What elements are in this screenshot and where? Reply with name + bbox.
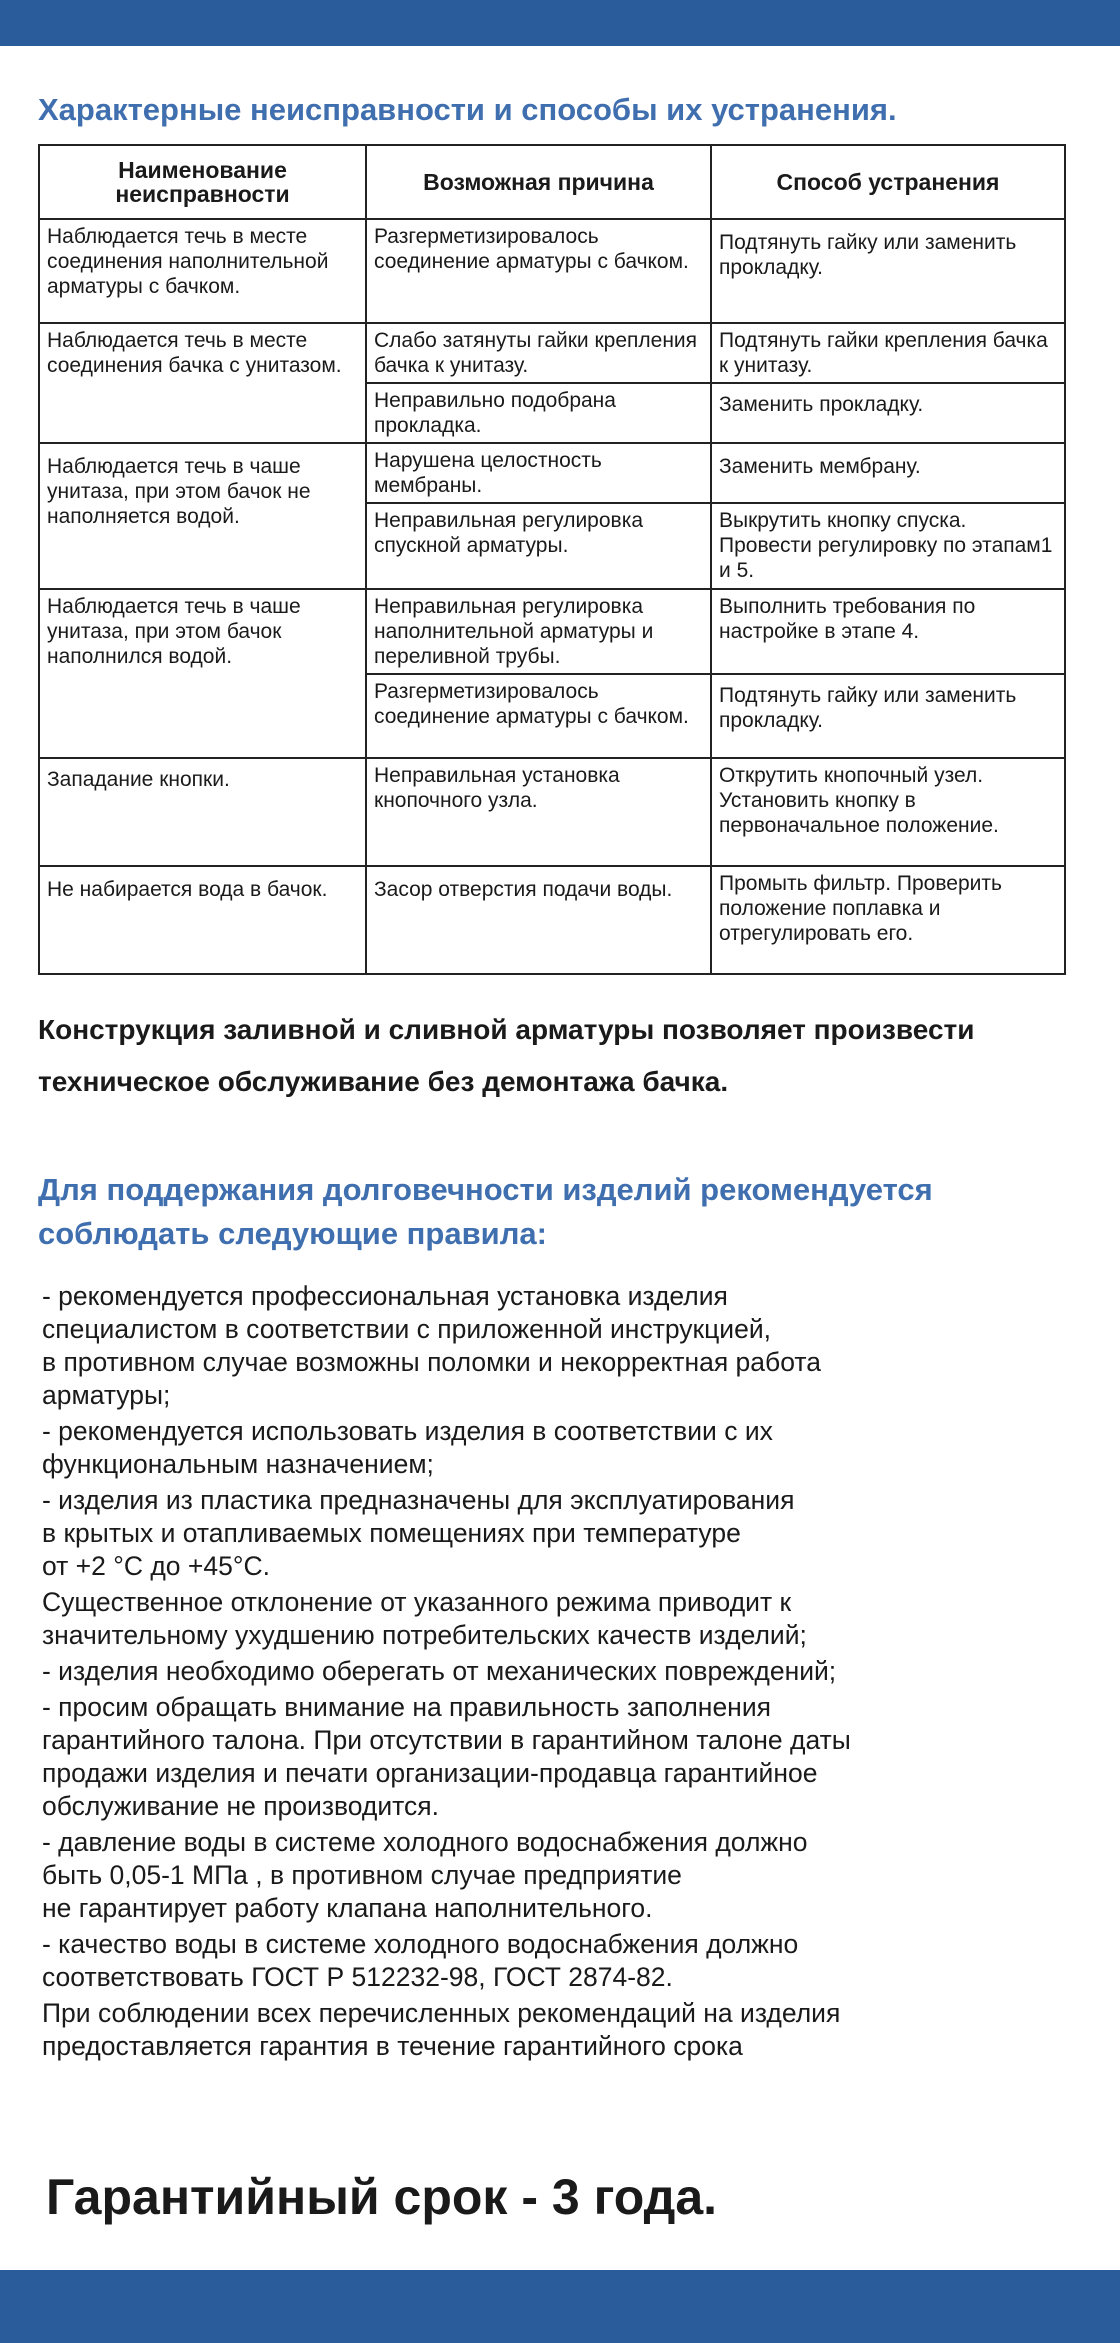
fault-cell: Наблюдается течь в чаше унитаза, при этом бачок наполнился водой. bbox=[39, 589, 366, 758]
remedy-cell: Выкрутить кнопку спуска. Провести регулировку по этапам1 и 5. bbox=[711, 503, 1065, 589]
remedy-cell: Промыть фильтр. Проверить положение поплавка и отрегулировать его. bbox=[711, 866, 1065, 974]
rule-line: При соблюдении всех перечисленных рекомендаций на изделия bbox=[42, 1998, 841, 2028]
remedy-cell: Подтянуть гайку или заменить прокладку. bbox=[711, 219, 1065, 323]
rule-line: - изделия из пластика предназначены для эксплуатирования bbox=[42, 1485, 795, 1515]
cause-cell: Нарушена целостность мембраны. bbox=[366, 443, 711, 503]
fault-cell: Наблюдается течь в месте соединения бачка с унитазом. bbox=[39, 323, 366, 443]
table-row bbox=[39, 758, 1065, 866]
fault-cell: Наблюдается течь в месте соединения наполнительной арматуры с бачком. bbox=[39, 219, 366, 323]
column-header-remedy: Способ устранения bbox=[711, 145, 1065, 219]
remedy-cell: Открутить кнопочный узел. Установить кнопку в первоначальное положение. bbox=[711, 758, 1065, 866]
column-header-fault: Наименование неисправности bbox=[39, 145, 366, 219]
rules-list bbox=[42, 1280, 1102, 2063]
top-blue-band bbox=[0, 0, 1120, 46]
cause-cell: Неправильная регулировка спускной арматуры. bbox=[366, 503, 711, 589]
table-row bbox=[39, 443, 1065, 503]
table-row bbox=[39, 589, 1065, 674]
rule-line: не гарантирует работу клапана наполнительного. bbox=[42, 1893, 653, 1923]
remedy-cell: Выполнить требования по настройке в этапе 4. bbox=[711, 589, 1065, 674]
table-row bbox=[39, 866, 1065, 974]
rule-line: - рекомендуется профессиональная установка изделия bbox=[42, 1281, 728, 1311]
bottom-blue-band bbox=[0, 2270, 1120, 2343]
fault-table-title: Характерные неисправности и способы их устранения. bbox=[38, 92, 897, 127]
rule-line: - изделия необходимо оберегать от механических повреждений; bbox=[42, 1656, 837, 1686]
rule-line: от +2 °C до +45°C. bbox=[42, 1551, 270, 1581]
cause-cell: Неправильно подобрана прокладка. bbox=[366, 383, 711, 443]
rule-line: предоставляется гарантия в течение гарантийного срока bbox=[42, 2031, 743, 2061]
rule-line: специалистом в соответствии с приложенной инструкцией, bbox=[42, 1314, 771, 1344]
table-row bbox=[39, 219, 1065, 323]
rule-line: - рекомендуется использовать изделия в соответствии с их bbox=[42, 1416, 773, 1446]
rule-line: - давление воды в системе холодного водоснабжения должно bbox=[42, 1827, 808, 1857]
cause-cell: Слабо затянуты гайки крепления бачка к унитазу. bbox=[366, 323, 711, 383]
rule-line: арматуры; bbox=[42, 1380, 171, 1410]
rule-line: Существенное отклонение от указанного режима приводит к bbox=[42, 1587, 792, 1617]
fault-table bbox=[38, 144, 1066, 975]
rule-line: быть 0,05-1 МПа , в противном случае предприятие bbox=[42, 1860, 682, 1890]
rule-line: функциональным назначением; bbox=[42, 1449, 434, 1479]
column-header-cause: Возможная причина bbox=[366, 145, 711, 219]
fault-cell: Наблюдается течь в чаше унитаза, при этом бачок не наполняется водой. bbox=[39, 443, 366, 589]
fault-cell: Западание кнопки. bbox=[39, 758, 366, 866]
cause-cell: Разгерметизировалось соединение арматуры с бачком. bbox=[366, 674, 711, 758]
rule-line: продажи изделия и печати организации-продавца гарантийное bbox=[42, 1758, 818, 1788]
cause-cell: Разгерметизировалось соединение арматуры с бачком. bbox=[366, 219, 711, 323]
remedy-cell: Заменить прокладку. bbox=[711, 383, 1065, 443]
cause-cell: Засор отверстия подачи воды. bbox=[366, 866, 711, 974]
rule-line: соответствовать ГОСТ Р 512232-98, ГОСТ 2874-82. bbox=[42, 1962, 673, 1992]
cause-cell: Неправильная регулировка наполнительной арматуры и переливной трубы. bbox=[366, 589, 711, 674]
remedy-cell: Заменить мембрану. bbox=[711, 443, 1065, 503]
remedy-cell: Подтянуть гайку или заменить прокладку. bbox=[711, 674, 1065, 758]
rule-line: - просим обращать внимание на правильность заполнения bbox=[42, 1692, 771, 1722]
rule-line: в противном случае возможны поломки и некорректная работа bbox=[42, 1347, 821, 1377]
remedy-cell: Подтянуть гайки крепления бачка к унитазу. bbox=[711, 323, 1065, 383]
table-row bbox=[39, 323, 1065, 383]
cause-cell: Неправильная установка кнопочного узла. bbox=[366, 758, 711, 866]
warranty-term: Гарантийный срок - 3 года. bbox=[46, 2169, 718, 2225]
rule-line: обслуживание не производится. bbox=[42, 1791, 439, 1821]
maintenance-note: Конструкция заливной и сливной арматуры позволяет произвести техническое обслуживание без демонтажа бачка. bbox=[38, 1014, 975, 1097]
fault-table-header-row bbox=[39, 145, 1065, 219]
rule-line: - качество воды в системе холодного водоснабжения должно bbox=[42, 1929, 799, 1959]
rules-title: Для поддержания долговечности изделий рекомендуется соблюдать следующие правила: bbox=[38, 1172, 933, 1251]
rule-line: гарантийного талона. При отсутствии в гарантийном талоне даты bbox=[42, 1725, 851, 1755]
rule-line: в крытых и отапливаемых помещениях при температуре bbox=[42, 1518, 741, 1548]
fault-cell: Не набирается вода в бачок. bbox=[39, 866, 366, 974]
rule-line: значительному ухудшению потребительских качеств изделий; bbox=[42, 1620, 807, 1650]
